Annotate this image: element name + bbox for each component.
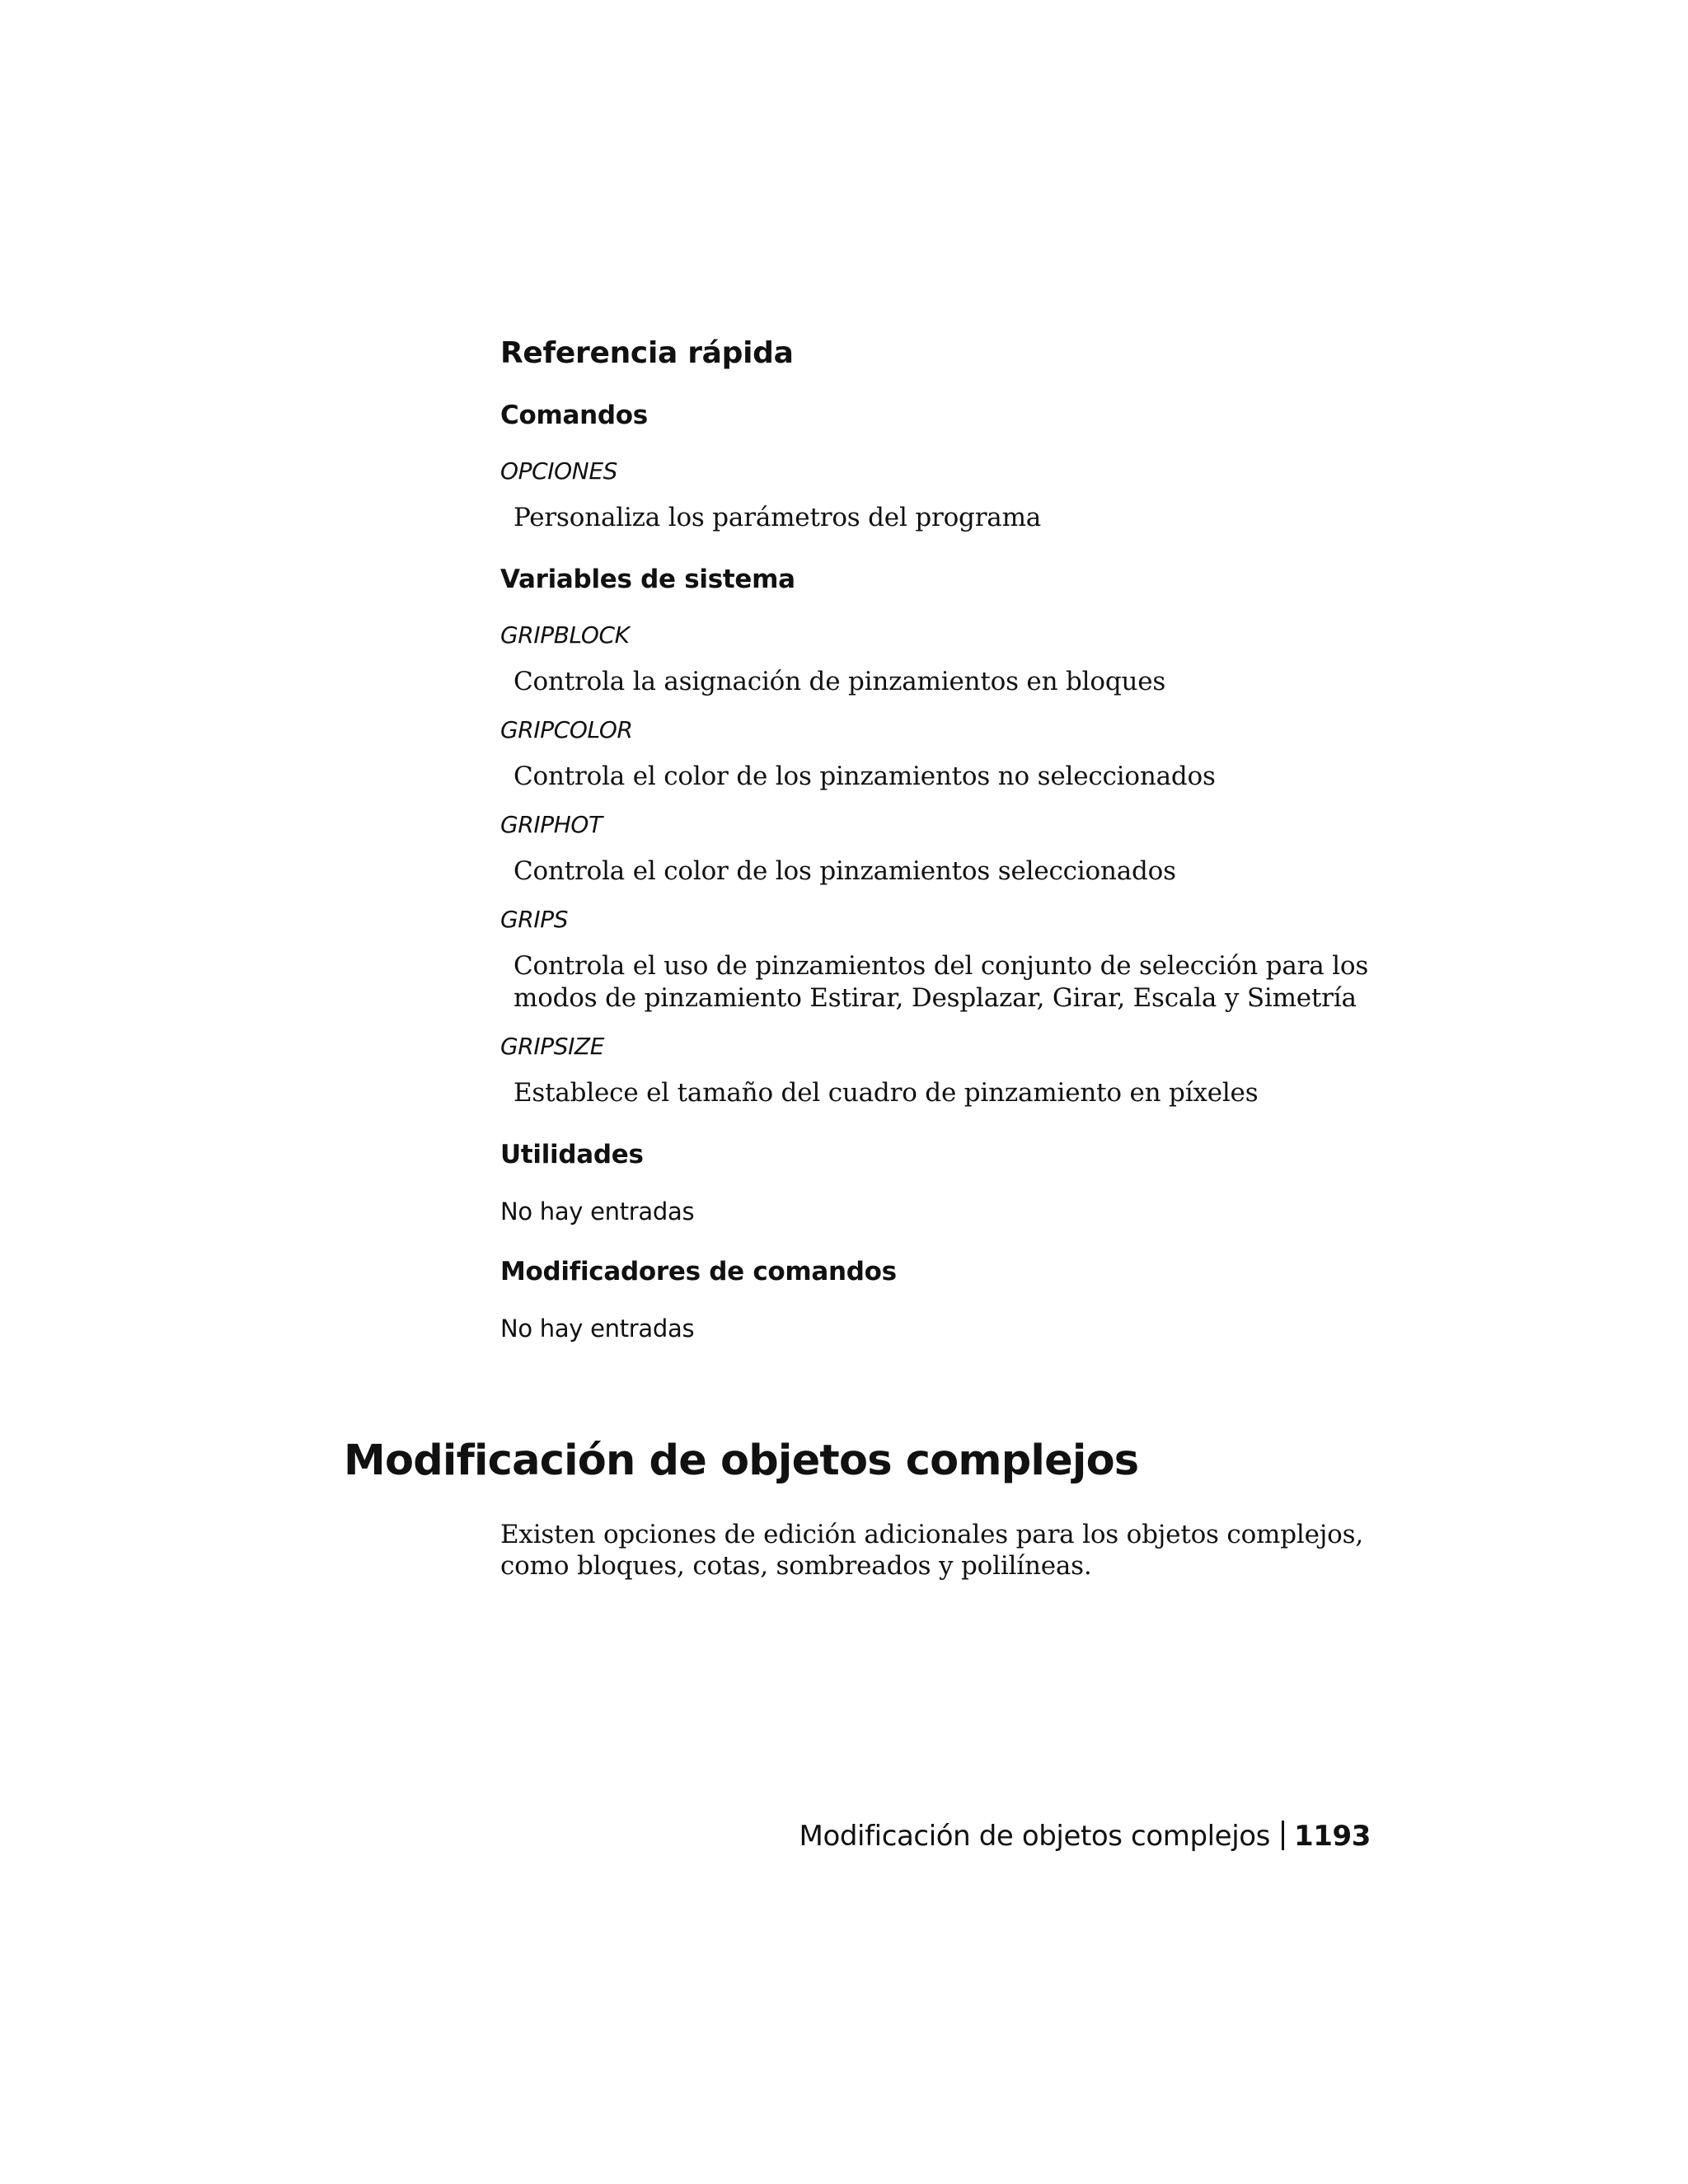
utilities-text: No hay entradas <box>500 1197 695 1226</box>
utilities-heading: Utilidades <box>500 1140 644 1169</box>
commands-heading: Comandos <box>500 401 648 430</box>
command-term: OPCIONES <box>500 457 617 485</box>
variable-term-griphot: GRIPHOT <box>500 811 603 838</box>
variable-term-gripblock: GRIPBLOCK <box>500 621 630 649</box>
footer-section-title: Modificación de objetos complejos <box>799 1820 1270 1853</box>
variable-description-gripblock: Controla la asignación de pinzamientos en bloques <box>513 667 1166 696</box>
command-modifiers-text: No hay entradas <box>500 1315 695 1343</box>
section-title: Modificación de objetos complejos <box>344 1436 1139 1485</box>
variable-term-grips: GRIPS <box>500 906 569 933</box>
page-number: 1193 <box>1293 1820 1371 1853</box>
system-variables-heading: Variables de sistema <box>500 565 795 594</box>
command-modifiers-heading: Modificadores de comandos <box>500 1257 897 1286</box>
variable-term-gripsize: GRIPSIZE <box>500 1033 604 1060</box>
variable-term-gripcolor: GRIPCOLOR <box>500 716 633 743</box>
page-footer <box>799 1816 1371 1857</box>
variable-description-griphot: Controla el color de los pinzamientos seleccionados <box>513 856 1176 886</box>
variable-description-grips: Controla el uso de pinzamientos del conjunto de selección para los modos de pinzamiento Estirar, Desplazar, Girar, Escala y Simetría <box>513 951 1369 1013</box>
variable-description-gripsize: Establece el tamaño del cuadro de pinzamiento en píxeles <box>513 1078 1259 1108</box>
section-intro: Existen opciones de edición adicionales para los objetos complejos, como bloques, cotas, sombreados y polilíneas. <box>500 1520 1363 1581</box>
variable-description-gripcolor: Controla el color de los pinzamientos no seleccionados <box>513 762 1216 791</box>
command-description: Personaliza los parámetros del programa <box>513 503 1042 532</box>
quick-reference-title: Referencia rápida <box>500 336 794 370</box>
quick-reference <box>500 334 1415 1371</box>
footer-separator <box>1282 1821 1284 1850</box>
